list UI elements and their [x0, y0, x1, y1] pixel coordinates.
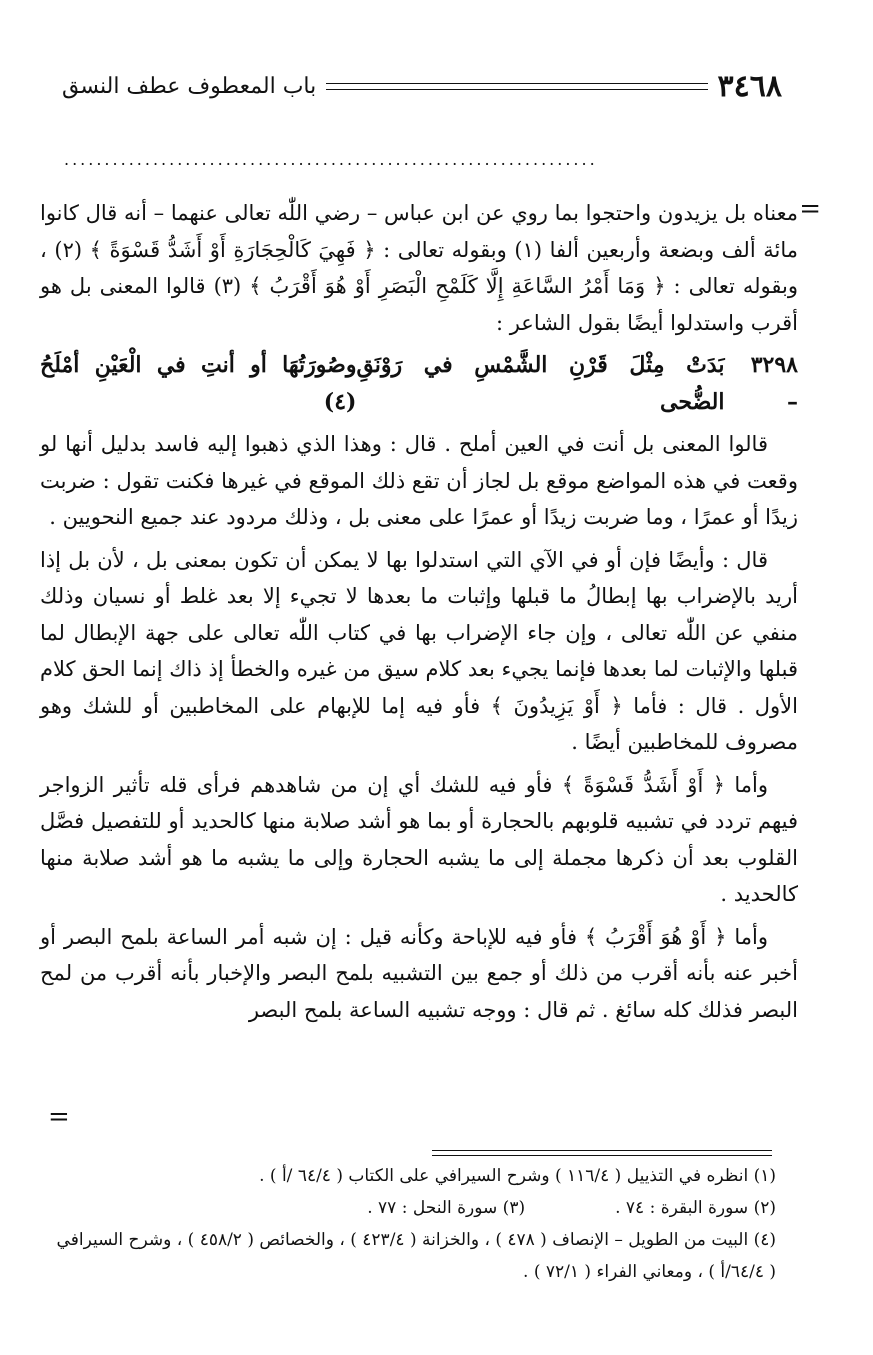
page-number: ٣٤٦٨: [717, 68, 782, 104]
verse-left-part: [356, 347, 798, 420]
separator-dots: ..................................................................: [64, 150, 598, 169]
footnote-row: [46, 1192, 776, 1224]
paragraph-1: معناه بل يزيدون واحتجوا بما روي عن ابن عباس – رضي اللّٰه تعالى عنهما – أنه قال كانوا مائة ألف وبضعة وأربعين ألفا (١) وبقوله تعالى : ﴿ فَهِيَ كَالْحِجَارَةِ أَوْ أَشَدُّ قَسْوَةً ﴾ (٢) ، وبقوله تعالى : ﴿ وَمَا أَمْرُ السَّاعَةِ إِلَّا كَلَمْحِ الْبَصَرِ أَوْ هُوَ أَقْرَبُ ﴾ (٣) قالوا المعنى بل هو أقرب واستدلوا أيضًا بقول الشاعر :: [40, 201, 798, 335]
page-header: [62, 66, 782, 106]
verse-number: ٣٢٩٨ –: [750, 352, 798, 415]
footnote-rule: [432, 1150, 772, 1156]
paragraph-3: قال : وأيضًا فإن أو في الآي التي استدلوا بها لا يمكن أن تكون بمعنى بل ، لأن بل إذا أريد بالإضراب بها إبطالُ ما قبلها وإثبات ما بعدها لا تجيء إلا بعد غلط أو نسيان وذلك منفي عن اللّٰه تعالى ، وإن جاء الإضراب بها في كتاب اللّٰه تعالى على جهة الإبطال لما قبلها والإثبات لما بعدها فإنما يجيء بعد كلام سيق من غيره والخطأ إذ ذاك إنما الحق كلام الأول . قال : فأما ﴿ أَوْ يَزِيدُونَ ﴾ فأو فيه إما للإبهام على المخاطبين أو للشك وهو مصروف للمخاطبين أيضًا .: [40, 547, 798, 754]
chapter-title: باب المعطوف عطف النسق: [62, 73, 317, 99]
continuation-mark-top: =: [799, 194, 821, 224]
footnote-2: (٢) سورة البقرة : ٧٤ .: [615, 1198, 776, 1218]
main-text: [40, 195, 798, 1034]
paragraph-2: قالوا المعنى بل أنت في العين أملح . قال : وهذا الذي ذهبوا إليه فاسد بدليل أنها لو وقعت في هذه المواضع موقع بل لجاز أن تقع ذلك الموقع في غيرها فكنت تقول : ضربت زيدًا أو عمرًا ، وما ضربت زيدًا أو عمرًا على معنى بل ، وذلك مردود عند جميع النحويين .: [40, 432, 798, 529]
footnotes: [46, 1160, 776, 1288]
header-rule: [326, 83, 707, 90]
paragraph-5: وأما ﴿ أَوْ هُوَ أَقْرَبُ ﴾ فأو فيه للإباحة وكأنه قيل : إن شبه أمر الساعة بلمح البصر أو أخبر عنه بأنه أقرب من ذلك أو جمع بين التشبيه بلمح البصر والإخبار بأنه أقرب من لمح البصر فذلك كله سائغ . ثم قال : ووجه تشبيه الساعة بلمح البصر: [40, 924, 798, 1022]
continuation-mark-bottom: =: [48, 1102, 70, 1132]
poetry-verse: [40, 347, 798, 420]
footnote-4: (٤) البيت من الطويل – الإنصاف ( ٤٧٨ ) ، والخزانة ( ٤٢٣/٤ ) ، والخصائص ( ٤٥٨/٢ ) ، وشرح السيرافي ( ٦٤/٤/أ ) ، ومعاني الفراء ( ٧٢/١ ) .: [56, 1230, 776, 1282]
verse-hemistich-2: وصُورَتُهَا أو أنتِ في الْعَيْنِ أمْلَحُ (٤): [40, 352, 357, 415]
paragraph-4: وأما ﴿ أَوْ أَشَدُّ قَسْوَةً ﴾ فأو فيه للشك أي إن من شاهدهم فرأى قله تأثير الزواجر فيهم تردد في تشبيه قلوبهم بالحجارة أو بما هو أشد صلابة منها كالحديد أو للتفصيل فصَّل القلوب بعد أن ذكرها مجملة إلى ما يشبه الحجارة وإلى ما يشبه ما هو أشد صلابة منها كالحديد .: [40, 772, 798, 906]
footnote-1: (١) انظره في التذييل ( ١١٦/٤ ) وشرح السيرافي على الكتاب ( ٦٤/٤ /أ ) .: [259, 1166, 776, 1186]
verse-hemistich-1: بَدَتْ مِثْلَ قَرْنِ الشَّمْسِ في رَوْنَقِ الضُّحى: [356, 352, 725, 415]
footnote-3: (٣) سورة النحل : ٧٧ .: [367, 1198, 526, 1218]
